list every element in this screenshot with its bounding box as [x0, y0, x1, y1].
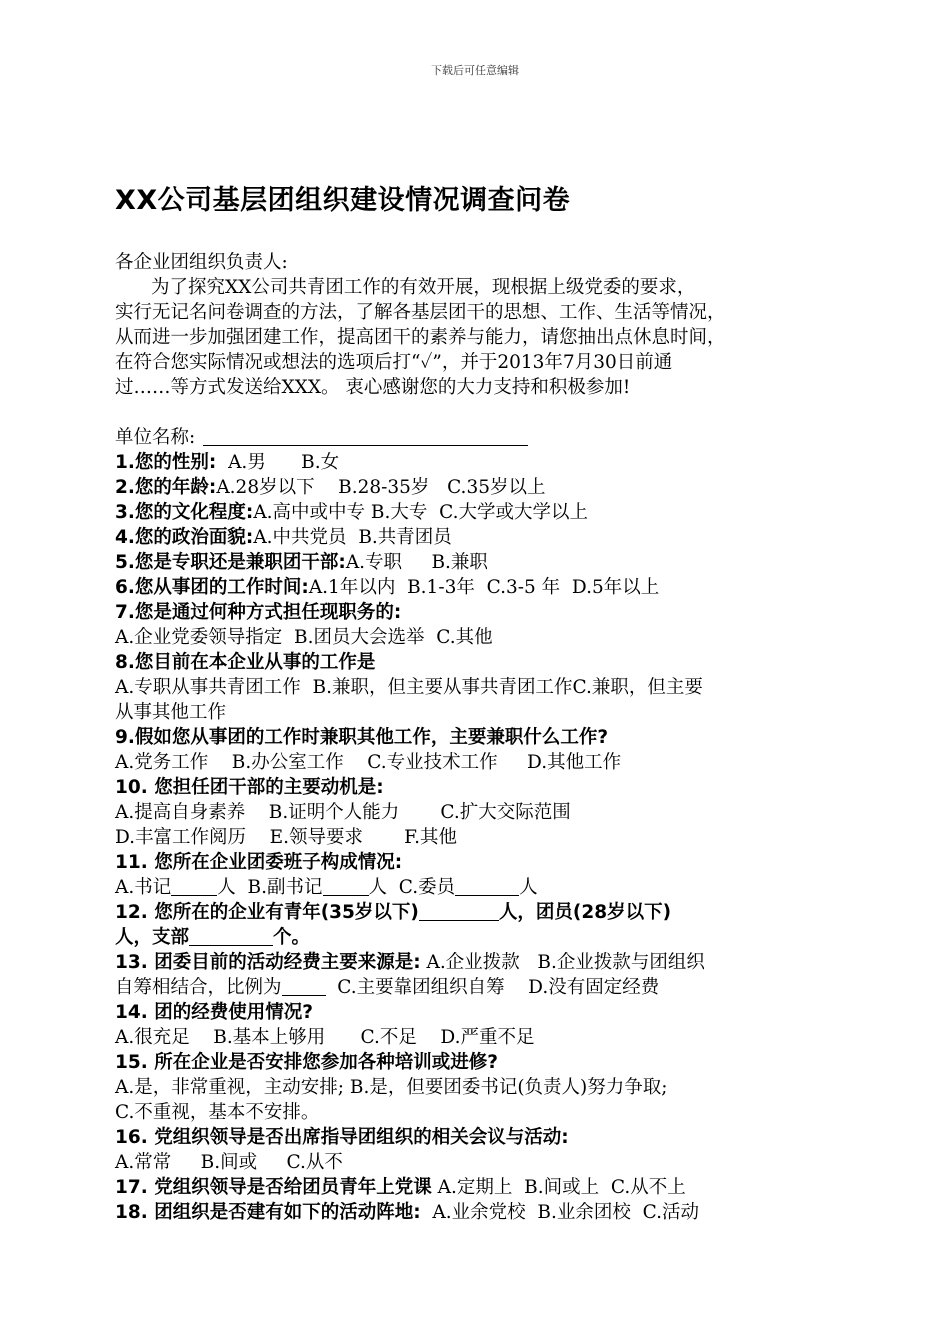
question-10-options-1[interactable]: A.提高自身素养 B.证明个人能力 C.扩大交际范围	[115, 802, 571, 823]
question-16-options[interactable]: A.常常 B.间或 C.从不	[115, 1152, 343, 1173]
intro-line-4: 在符合您实际情况或想法的选项后打“✓”，并于2013年7月30日前通	[115, 352, 673, 373]
question-6	[115, 575, 845, 600]
question-2	[115, 475, 845, 500]
unit-name-field[interactable]	[203, 425, 528, 446]
question-10-options-2[interactable]: D.丰富工作阅历 E.领导要求 F.其他	[115, 827, 457, 848]
question-14-text: 14. 团的经费使用情况?	[115, 1002, 313, 1023]
unit-name-label: 单位名称:	[115, 427, 196, 448]
question-5	[115, 550, 845, 575]
question-13-text: 13. 团委目前的活动经费主要来源是:	[115, 952, 421, 973]
question-7-options[interactable]: A.企业党委领导指定 B.团员大会选举 C.其他	[115, 627, 493, 648]
question-6-text: 6.您从事团的工作时间:	[115, 577, 309, 598]
q13-ratio-label: 自筹相结合，比例为	[115, 977, 282, 998]
question-7-text: 7.您是通过何种方式担任现职务的:	[115, 602, 402, 623]
question-13-options-2[interactable]: C.主要靠团组织自筹 D.没有固定经费	[325, 977, 660, 998]
q12-branch-blank[interactable]	[189, 927, 273, 946]
question-8-text: 8.您目前在本企业从事的工作是	[115, 652, 376, 673]
q11-member-label: 人 C.委员	[368, 877, 456, 898]
question-15-options-1[interactable]: A.是，非常重视，主动安排; B.是，但要团委书记(负责人)努力争取;	[115, 1077, 668, 1098]
question-17	[115, 1175, 845, 1200]
page-title: XX公司基层团组织建设情况调查问卷	[115, 185, 571, 216]
question-4	[115, 525, 845, 550]
q11-secretary-blank[interactable]	[171, 877, 217, 896]
question-3-text: 3.您的文化程度:	[115, 502, 254, 523]
question-14-options[interactable]: A.很充足 B.基本上够用 C.不足 D.严重不足	[115, 1027, 535, 1048]
question-2-options[interactable]: A.28岁以下 B.28-35岁 C.35岁以上	[216, 477, 546, 498]
question-17-options[interactable]: A.定期上 B.间或上 C.从不上	[431, 1177, 686, 1198]
header-note: 下载后可任意编辑	[431, 64, 519, 77]
intro-line-3: 从而进一步加强团建工作，提高团干的素养与能力，请您抽出点休息时间，	[115, 327, 726, 348]
question-6-options[interactable]: A.1年以内 B.1-3年 C.3-5 年 D.5年以上	[308, 577, 660, 598]
q11-member-blank[interactable]	[455, 877, 519, 896]
q12-youth-blank[interactable]	[419, 902, 499, 921]
question-5-options[interactable]: A.专职 B.兼职	[345, 552, 488, 573]
question-8-options-1[interactable]: A.专职从事共青团工作 B.兼职，但主要从事共青团工作C.兼职，但主要	[115, 677, 703, 698]
question-9-options[interactable]: A.党务工作 B.办公室工作 C.专业技术工作 D.其他工作	[115, 752, 622, 773]
questionnaire-body	[115, 250, 845, 1225]
question-13-line-1	[115, 950, 845, 975]
question-4-text: 4.您的政治面貌:	[115, 527, 254, 548]
question-3-options[interactable]: A.高中或中专 B.大专 C.大学或大学以上	[253, 502, 589, 523]
q11-end-label: 人	[519, 877, 538, 898]
question-15-text: 15. 所在企业是否安排您参加各种培训或进修?	[115, 1052, 498, 1073]
question-9-text: 9.假如您从事团的工作时兼职其他工作，主要兼职什么工作?	[115, 727, 609, 748]
q12-text-2: 人，团员(28岁以下)	[498, 902, 672, 923]
question-1-options[interactable]: A.男 B.女	[216, 452, 340, 473]
q13-ratio-blank[interactable]	[282, 977, 326, 996]
question-1-text: 1.您的性别:	[115, 452, 217, 473]
intro-line-2: 实行无记名问卷调查的方法，了解各基层团干的思想、工作、生活等情况，	[115, 302, 726, 323]
question-11-text: 11. 您所在企业团委班子构成情况:	[115, 852, 403, 873]
question-1	[115, 450, 845, 475]
question-13-line-2	[115, 975, 845, 1000]
question-2-text: 2.您的年龄:	[115, 477, 217, 498]
question-18-options[interactable]: A.业余党校 B.业余团校 C.活动	[420, 1202, 700, 1223]
question-4-options[interactable]: A.中共党员 B.共青团员	[253, 527, 452, 548]
question-10-text: 10. 您担任团干部的主要动机是:	[115, 777, 384, 798]
question-17-text: 17. 党组织领导是否给团员青年上党课	[115, 1177, 432, 1198]
question-3	[115, 500, 845, 525]
question-12-line-2	[115, 925, 845, 950]
q11-deputy-label: 人 B.副书记	[217, 877, 323, 898]
question-5-text: 5.您是专职还是兼职团干部:	[115, 552, 346, 573]
question-15-options-2[interactable]: C.不重视，基本不安排。	[115, 1102, 320, 1123]
q12-text-4: 个。	[273, 927, 311, 948]
question-8-options-2[interactable]: 从事其他工作	[115, 702, 227, 723]
q12-text-1: 12. 您所在的企业有青年(35岁以下)	[115, 902, 419, 923]
question-11-answers	[115, 875, 845, 900]
unit-name-row	[115, 425, 845, 450]
question-13-options-1[interactable]: A.企业拨款 B.企业拨款与团组织	[420, 952, 705, 973]
q11-deputy-blank[interactable]	[323, 877, 369, 896]
question-16-text: 16. 党组织领导是否出席指导团组织的相关会议与活动:	[115, 1127, 569, 1148]
question-18-text: 18. 团组织是否建有如下的活动阵地:	[115, 1202, 421, 1223]
salutation: 各企业团组织负责人:	[115, 252, 288, 273]
intro-line-5: 过……等方式发送给XXX。 衷心感谢您的大力支持和积极参加!	[115, 377, 631, 398]
intro-line-1: 为了探究XX公司共青团工作的有效开展，现根据上级党委的要求，	[151, 277, 696, 298]
question-18	[115, 1200, 845, 1225]
q12-text-3: 人，支部	[115, 927, 190, 948]
q11-secretary-label: A.书记	[115, 877, 172, 898]
question-12-line-1	[115, 900, 845, 925]
